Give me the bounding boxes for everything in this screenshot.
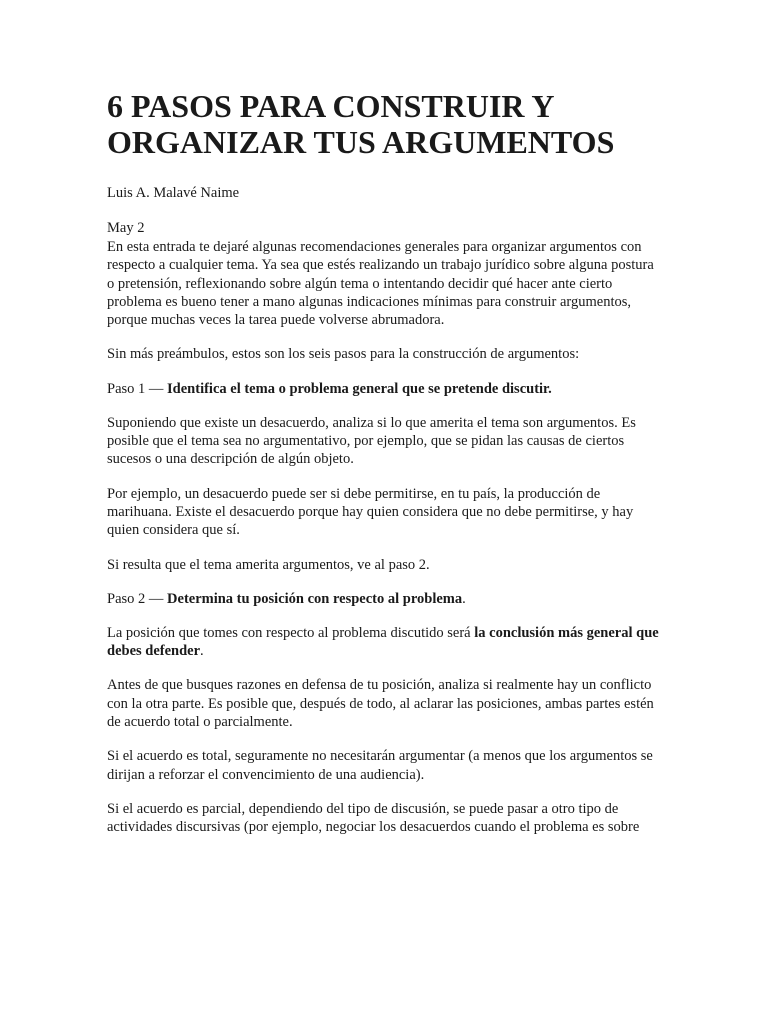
step-2-p1-start: La posición que tomes con respecto al problema discutido será (107, 624, 475, 641)
step-1-paragraph-3: Si resulta que el tema amerita argumentos, ve al paso 2. (107, 556, 430, 573)
step-2-title-end: . (462, 590, 466, 607)
title-line-2: ORGANIZAR TUS ARGUMENTOS (107, 124, 615, 160)
article-title (107, 88, 663, 160)
step-2-p1-end: . (200, 643, 204, 660)
step-2-title: Determina tu posición con respecto al problema (167, 590, 463, 607)
step-2-paragraph-2: Antes de que busques razones en defensa de tu posición, analiza si realmente hay un conflicto con la otra parte. Es posible que, después de todo, al aclarar las posiciones, ambas partes estén de acuerdo total o parcialmente. (107, 677, 654, 731)
step-2-p1-bold: la conclusión más general que debes defender (107, 624, 659, 660)
document-page (107, 88, 663, 837)
step-1-title: Identifica el tema o problema general que se pretende discutir. (167, 380, 552, 397)
publish-date: May 2 (107, 220, 145, 236)
step-2-prefix: Paso 2 — (107, 590, 168, 607)
step-1-heading (107, 380, 663, 398)
step-1-paragraph-1: Suponiendo que existe un desacuerdo, analiza si lo que amerita el tema son argumentos. Es posible que el tema sea no argumentativo, por ejemplo, que se pidan las causas de ciertos sucesos o una descripción de algún objeto. (107, 414, 636, 468)
step-1-prefix: Paso 1 — (107, 380, 168, 397)
author-name: Luis A. Malavé Naime (107, 185, 240, 201)
lead-paragraph: Sin más preámbulos, estos son los seis pasos para la construcción de argumentos: (107, 346, 580, 363)
step-2-heading (107, 590, 663, 608)
title-line-1: 6 PASOS PARA CONSTRUIR Y (107, 88, 555, 124)
step-2-paragraph-1 (107, 624, 663, 661)
intro-paragraph: En esta entrada te dejaré algunas recomendaciones generales para organizar argumentos con respecto a cualquier tema. Ya sea que estés realizando un trabajo jurídico sobre alguna postura o pretensión, reflexionando sobre algún tema o intentando decidir qué hacer ante cierto problema es bueno tener a mano algunas indicaciones mínimas para construir argumentos, porque muchas veces la tarea puede volverse abrumadora. (107, 239, 654, 329)
step-2-paragraph-3: Si el acuerdo es total, seguramente no necesitarán argumentar (a menos que los argumentos se dirijan a reforzar el convencimiento de una audiencia). (107, 748, 653, 783)
step-1-paragraph-2: Por ejemplo, un desacuerdo puede ser si debe permitirse, en tu país, la producción de marihuana. Existe el desacuerdo porque hay quien considera que no debe permitirse, y hay quien considera que sí. (107, 485, 634, 539)
step-2-paragraph-4: Si el acuerdo es parcial, dependiendo del tipo de discusión, se puede pasar a otro tipo de actividades discursivas (por ejemplo, negociar los desacuerdos cuando el problema es sobre (107, 800, 640, 836)
